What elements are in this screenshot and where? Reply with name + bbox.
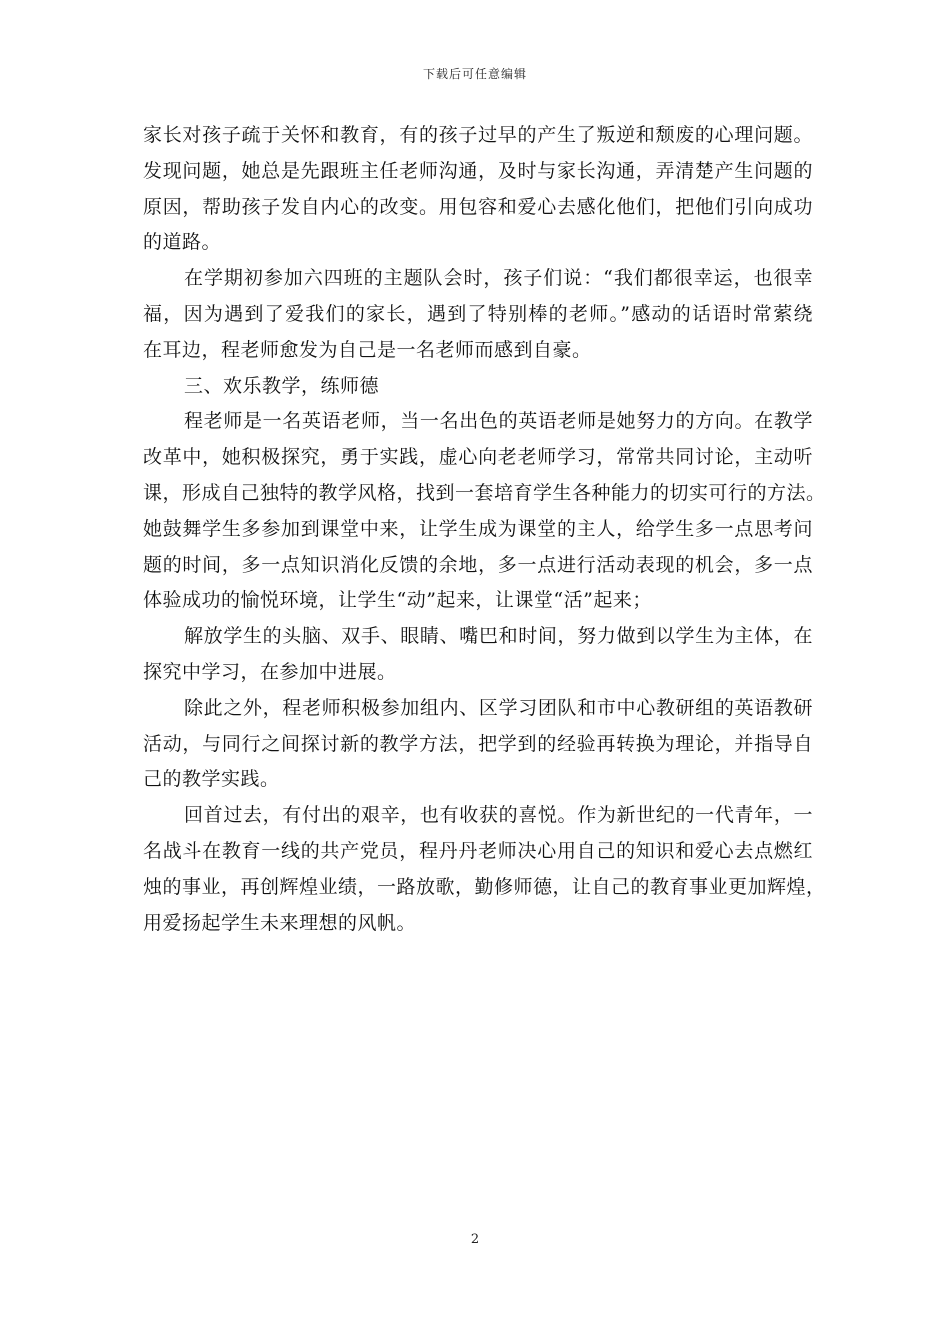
paragraph	[143, 691, 813, 798]
paragraph	[143, 261, 813, 368]
paragraph-line: 己的教学实践。	[143, 768, 280, 791]
paragraph-line: 程老师是一名英语老师，当一名出色的英语老师是她努力的方向。在教学	[184, 410, 813, 433]
paragraph-line: 的道路。	[143, 231, 222, 254]
paragraph-line: 烛的事业，再创辉煌业绩，一路放歌，勤修师德，让自己的教育事业更加辉煌，	[143, 875, 826, 898]
paragraph-line: 活动，与同行之间探讨新的教学方法，把学到的经验再转换为理论，并指导自	[143, 732, 813, 755]
paragraph-line: 在耳边，程老师愈发为自己是一名老师而感到自豪。	[143, 338, 592, 361]
paragraph-line: 在学期初参加六四班的主题队会时，孩子们说：“我们都很幸运，也很幸	[184, 267, 813, 290]
paragraph-line: 探究中学习，在参加中进展。	[143, 660, 397, 683]
paragraph-line: 题的时间，多一点知识消化反馈的余地，多一点进行活动表现的机会，多一点	[143, 553, 813, 576]
page-header: 下载后可任意编辑	[422, 67, 527, 81]
paragraph-line: 原因，帮助孩子发自内心的改变。用包容和爱心去感化他们，把他们引向成功	[143, 195, 813, 218]
paragraph-line: 福，因为遇到了爱我们的家长，遇到了特别棒的老师。”感动的话语时常萦绕	[143, 302, 813, 325]
paragraph-line: 除此之外，程老师积极参加组内、区学习团队和市中心教研组的英语教研	[184, 696, 813, 719]
paragraph	[143, 619, 813, 691]
paragraph-line: 课，形成自己独特的教学风格，找到一套培育学生各种能力的切实可行的方法。	[143, 481, 826, 504]
paragraph-line: 改革中，她积极探究，勇于实践，虚心向老老师学习，常常共同讨论，主动听	[143, 446, 813, 469]
paragraph-line: 用爱扬起学生未来理想的风帆。	[143, 911, 417, 934]
paragraph-line: 体验成功的愉悦环境，让学生“动”起来，让课堂“活”起来；	[143, 589, 652, 612]
paragraph-line: 她鼓舞学生多参加到课堂中来，让学生成为课堂的主人，给学生多一点思考问	[143, 517, 813, 540]
paragraph-line: 名战斗在教育一线的共产党员，程丹丹老师决心用自己的知识和爱心去点燃红	[143, 839, 813, 862]
document-body	[143, 118, 826, 941]
paragraph	[143, 404, 826, 619]
paragraph-line: 解放学生的头脑、双手、眼睛、嘴巴和时间，努力做到以学生为主体，在	[184, 625, 813, 648]
paragraph-line: 三、欢乐教学，练师德	[184, 374, 380, 397]
paragraph	[143, 798, 826, 941]
paragraph	[143, 369, 813, 405]
paragraph-line: 发现问题，她总是先跟班主任老师沟通，及时与家长沟通，弄清楚产生问题的	[143, 159, 813, 182]
paragraph	[143, 118, 813, 261]
paragraph-line: 回首过去，有付出的艰辛，也有收获的喜悦。作为新世纪的一代青年，一	[184, 804, 813, 827]
page-number: 2	[470, 1232, 480, 1247]
paragraph-line: 家长对孩子疏于关怀和教育，有的孩子过早的产生了叛逆和颓废的心理问题。	[143, 124, 813, 146]
